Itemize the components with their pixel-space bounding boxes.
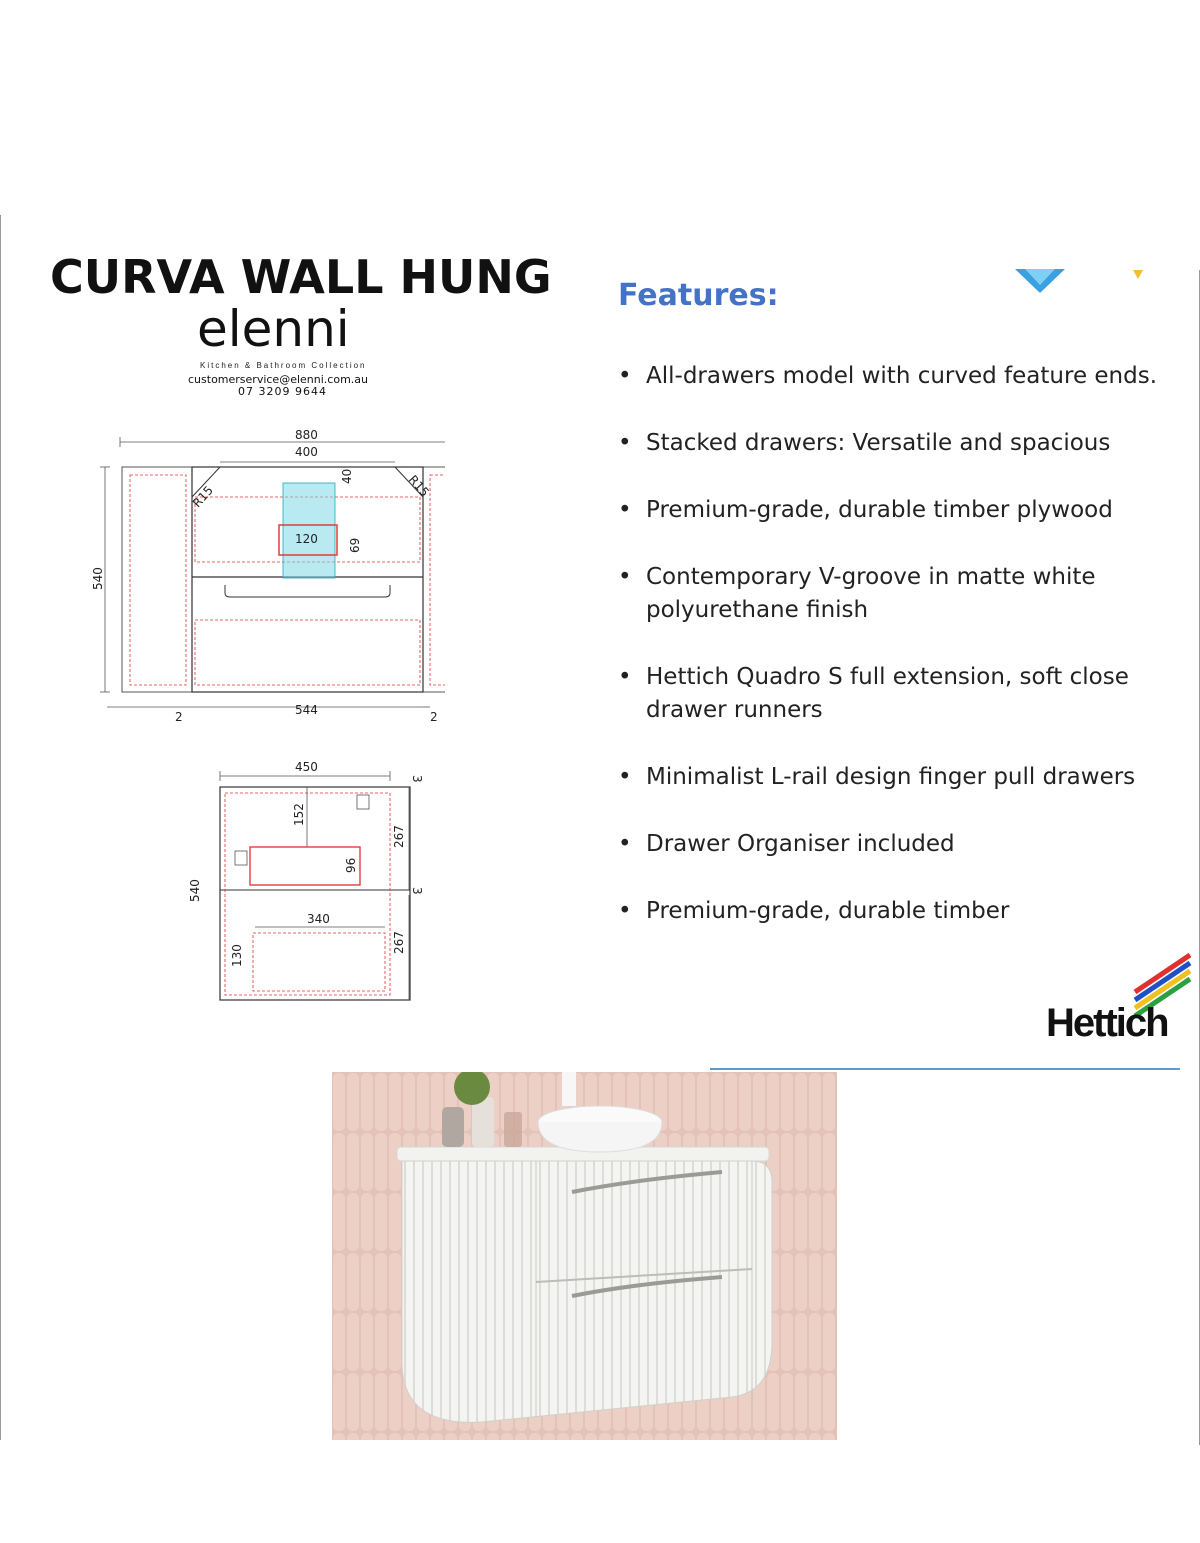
small-triangle-icon — [1132, 268, 1144, 280]
dim-120: 120 — [295, 532, 318, 546]
feature-item: • Stacked drawers: Versatile and spacious — [618, 427, 1178, 460]
dim-96: 96 — [344, 857, 358, 873]
divider-line — [710, 1068, 1180, 1070]
diamond-icon — [1010, 265, 1070, 295]
dim-2-left: 2 — [175, 710, 183, 724]
dim-267-bottom: 267 — [392, 931, 406, 954]
hettich-wordmark: Hettich — [1046, 1001, 1168, 1042]
feature-item: • Contemporary V-groove in matte white polyurethane finish — [618, 561, 1178, 627]
dim-540-front: 540 — [91, 567, 105, 590]
feature-item: • Premium-grade, durable timber plywood — [618, 494, 1178, 527]
dim-540-side: 540 — [188, 879, 202, 902]
dim-152: 152 — [292, 803, 306, 826]
dim-340: 340 — [307, 912, 330, 926]
contact-phone: 07 3209 9644 — [238, 385, 327, 398]
dim-r15-right: R15 — [405, 472, 432, 500]
dim-450: 450 — [295, 760, 318, 774]
dim-69: 69 — [348, 537, 362, 553]
hettich-logo — [1040, 950, 1195, 1042]
side-view-drawing — [185, 755, 435, 1005]
contact-email[interactable]: customerservice@elenni.com.au — [188, 373, 368, 386]
product-photo — [332, 1072, 837, 1440]
features-heading: Features: — [618, 278, 779, 313]
elenni-logo — [195, 300, 355, 362]
dim-r15-left: R15 — [189, 483, 216, 511]
brand-tagline: Kitchen & Bathroom Collection — [200, 361, 367, 370]
front-view-drawing — [85, 425, 445, 725]
product-title: CURVA WALL HUNG — [50, 250, 552, 304]
right-side-panel — [423, 467, 445, 692]
finger-pull — [225, 585, 390, 597]
page-left-rule — [0, 215, 1, 1440]
left-side-panel — [122, 467, 192, 692]
features-list — [618, 360, 1178, 962]
waste-cutout — [283, 483, 335, 578]
feature-item: • Drawer Organiser included — [618, 828, 1178, 861]
dim-3-mid: 3 — [410, 887, 424, 895]
dim-267-top: 267 — [392, 825, 406, 848]
dim-880: 880 — [295, 428, 318, 442]
dim-40: 40 — [340, 468, 354, 484]
feature-item: • All-drawers model with curved feature ends. — [618, 360, 1178, 393]
dim-130: 130 — [230, 944, 244, 967]
dim-400: 400 — [295, 445, 318, 459]
feature-item: • Hettich Quadro S full extension, soft close drawer runners — [618, 661, 1178, 727]
dim-3-top: 3 — [410, 775, 424, 783]
dim-544: 544 — [295, 703, 318, 717]
brand-name: elenni — [197, 300, 350, 358]
feature-item: • Minimalist L-rail design finger pull drawers — [618, 761, 1178, 794]
dim-2-right: 2 — [430, 710, 438, 724]
feature-item: • Premium-grade, durable timber — [618, 895, 1178, 928]
bottom-drawer-outline — [195, 620, 420, 685]
side-cabinet-body — [220, 787, 410, 1000]
